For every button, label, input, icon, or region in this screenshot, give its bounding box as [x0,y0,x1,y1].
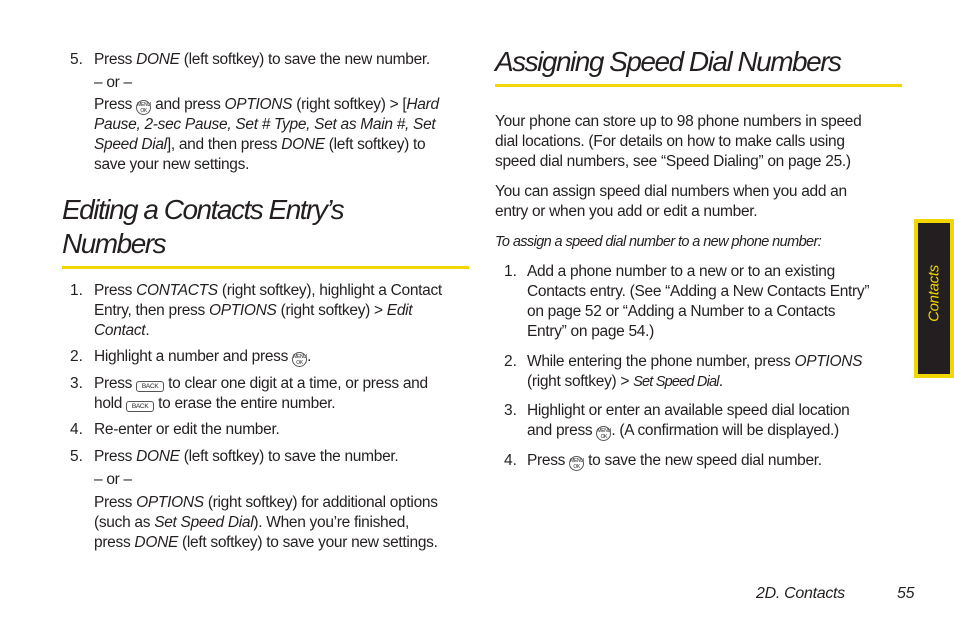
step-text: save your new settings. [94,156,250,173]
step-text [94,374,474,394]
softkey-label: DONE [136,448,180,465]
step-text [94,281,474,301]
section-tab [914,219,954,378]
paragraph [495,112,905,172]
text: (right softkey) > [276,302,387,319]
menu-path: Edit [386,302,413,319]
step-text [94,50,474,70]
text: hold [94,395,123,412]
text: While entering the phone number, press [527,353,795,370]
text: to erase the entire number. [158,395,336,412]
step-number: 2. [504,353,517,370]
menu-path: Set Speed Dial [633,374,719,390]
heading-line: Editing a Contacts Entry’s [62,194,344,225]
text: (such as [94,514,155,531]
text: (left softkey) to save the number. [179,448,399,465]
softkey-label: OPTIONS [794,353,863,370]
softkey-label: OPTIONS [208,302,277,319]
back-key-icon: BACK [136,381,164,392]
step-text [527,451,907,471]
section-heading [62,193,343,261]
text: Press [94,282,137,299]
menu-path: Set Speed Dial [154,514,254,531]
text: Press [527,452,566,469]
text: Press [94,448,137,465]
step-text: Re-enter or edit the number. [94,421,280,438]
softkey-label: OPTIONS [224,96,293,113]
text: Highlight a number and press [94,348,289,365]
step-text [94,301,474,321]
text-line [527,352,907,372]
text-line [527,372,907,392]
text: to save the new speed dial number. [588,452,822,469]
text-line: You can assign speed dial numbers when you add an [495,183,847,200]
heading-underline [62,266,469,269]
step-text [94,394,474,414]
text: . [145,322,150,339]
step-text [94,513,474,533]
menu-ok-key-icon: MENU OK [597,428,611,440]
step-number: 3. [70,375,83,392]
text: (right softkey) > [527,373,634,390]
step-number: 1. [70,282,83,299]
text: and press [527,422,593,439]
step-text [527,401,907,441]
menu-ok-key-icon: MENU OK [293,354,307,366]
step-text [94,447,474,467]
text: . [307,348,312,365]
text: Entry, then press [94,302,209,319]
text-line: speed dial numbers, see “Speed Dialing” on page 25.) [495,153,851,170]
paragraph [495,182,905,222]
subheading: To assign a speed dial number to a new phone number: [495,234,822,250]
section-heading: Assigning Speed Dial Numbers [495,46,841,77]
softkey-label: DONE [281,136,325,153]
step-text [527,262,907,342]
text: Press [94,96,133,113]
menu-ok-key-icon: MENU OK [137,102,151,114]
step-number: 4. [70,421,83,438]
heading-underline [495,84,902,87]
text-line: entry or when you add or edit a number. [495,203,758,220]
back-key-icon: BACK [126,401,154,412]
text-line: Add a phone number to a new or to an existing [527,263,835,280]
page-number: 55 [897,585,915,602]
step-number: 2. [70,348,83,365]
text: (right softkey) > [ [292,96,407,113]
section-tab-label: Contacts [925,265,943,322]
step-text [94,347,474,367]
text: (left softkey) to [324,136,426,153]
step-text [94,321,149,341]
text: to clear one digit at a time, or press and [168,375,428,392]
softkey-label: DONE [134,534,179,551]
text: (left softkey) to save your new settings. [178,534,438,551]
menu-path: Contact [94,322,146,339]
menu-ok-key-icon: MENU OK [570,458,584,470]
text-line: Contacts entry. (See “Adding a New Contacts Entry” [527,283,870,300]
step-number: 3. [504,402,517,419]
step-text [94,95,474,115]
text: and press [151,96,225,113]
text: ). When you’re finished, [253,514,410,531]
text: (right softkey) for additional options [203,494,438,511]
text: Press [94,494,137,511]
step-text [94,493,474,513]
text: press [94,534,135,551]
step-number: 5. [70,448,83,465]
softkey-label: OPTIONS [136,494,204,511]
text-line: Entry” on page 54.) [527,323,654,340]
text: . [718,373,723,390]
menu-path: Speed Dial [94,136,167,153]
step-number: 1. [504,263,517,280]
text-line: on page 52 or “Adding a Number to a Contacts [527,303,836,320]
section-tab-inner [918,223,950,374]
text-line: Highlight or enter an available speed dial location [527,402,850,419]
text: (right softkey), highlight a Contact [217,282,442,299]
heading-line: Numbers [62,228,166,259]
text: . (A confirmation will be displayed.) [611,422,839,439]
text: ], and then press [166,136,282,153]
footer-section: 2D. Contacts [756,585,845,602]
step-number: 5. [70,51,83,68]
text: Press [94,375,133,392]
text: (left softkey) to save the new number. [179,51,430,68]
or-separator: – or – [94,74,132,91]
text-line [527,421,907,441]
text-line: dial locations. (For details on how to make calls using [495,133,845,150]
step-text [94,135,474,155]
or-separator: – or – [94,471,132,488]
menu-path: Hard [406,96,439,113]
text: Press [94,51,137,68]
softkey-label: CONTACTS [136,282,218,299]
step-number: 4. [504,452,517,469]
menu-path: Pause, 2-sec Pause, Set # Type, Set as Main #, Set [94,116,436,133]
step-text [527,352,907,392]
softkey-label: DONE [136,51,180,68]
text-line: Your phone can store up to 98 phone numbers in speed [495,113,862,130]
step-text [94,533,474,553]
